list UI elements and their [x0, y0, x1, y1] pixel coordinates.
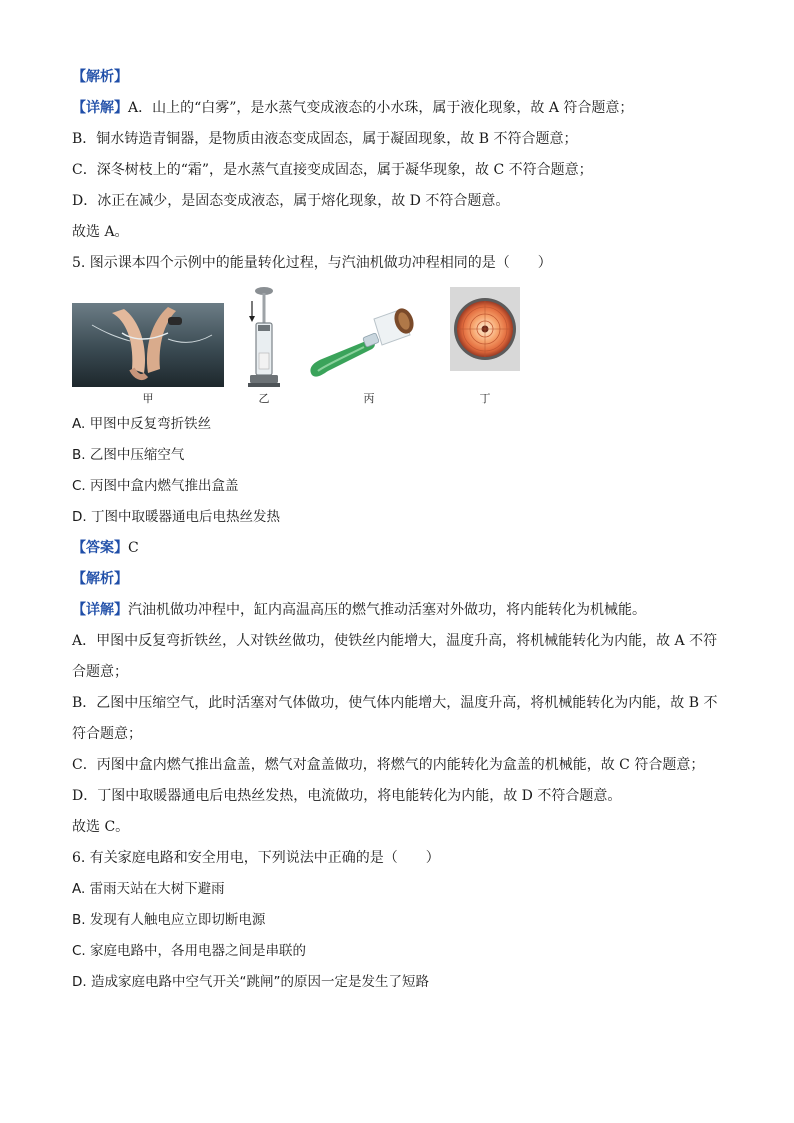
q5-analysis-header: 【解析】: [72, 571, 128, 587]
q6-option-b: B. 发现有人触电应立即切断电源: [72, 912, 266, 928]
q5-detail-line-a1: A．甲图中反复弯折铁丝，人对铁丝做功，使铁丝内能增大，温度升高，将机械能转化为内能，故 A 不符: [72, 633, 718, 649]
q5-detail-line-d: D．丁图中取暖器通电后电热丝发热，电流做功，将电能转化为内能，故 D 不符合题意。: [72, 788, 622, 804]
q6-option-c: C. 家庭电路中，各用电器之间是串联的: [72, 943, 307, 959]
q5-conclusion: 故选 C。: [72, 819, 130, 835]
q4-detail-line-c: C．深冬树枝上的“霜”，是水蒸气直接变成固态，属于凝华现象，故 C 不符合题意；: [72, 162, 593, 178]
q4-detail-line-a: 【详解】A．山上的“白雾”，是水蒸气变成液态的小水珠，属于液化现象，故 A 符合题意；: [72, 100, 634, 116]
q5-detail-tag: 【详解】: [72, 602, 128, 618]
q6-stem: 6. 有关家庭电路和安全用电，下列说法中正确的是（ ）: [72, 850, 440, 866]
document-page: [72, 62, 722, 998]
figure-label-ding: 丁: [479, 392, 491, 405]
q5-option-c: C. 丙图中盒内燃气推出盒盖: [72, 478, 239, 494]
q5-detail-intro: 【详解】汽油机做功冲程中，缸内高温高压的燃气推动活塞对外做功，将内能转化为机械能。: [72, 602, 646, 618]
q5-answer-value: C: [128, 540, 139, 556]
figure-yi-air-compression: [244, 285, 284, 391]
q4-analysis-header: 【解析】: [72, 69, 128, 85]
q6-option-d: D. 造成家庭电路中空气开关“跳闸”的原因一定是发生了短路: [72, 974, 429, 990]
figure-ding-electric-heater: [450, 287, 520, 371]
q6-option-a: A. 雷雨天站在大树下避雨: [72, 881, 225, 897]
q4-detail-tag: 【详解】: [72, 100, 128, 116]
figure-label-yi: 乙: [258, 392, 270, 405]
q5-detail-line-b1: B．乙图中压缩空气，此时活塞对气体做功，使气体内能增大，温度升高，将机械能转化为内能，故 B 不: [72, 695, 718, 711]
q5-detail-line-c: C．丙图中盒内燃气推出盒盖，燃气对盒盖做功，将燃气的内能转化为盒盖的机械能，故 C 符合题意；: [72, 757, 705, 773]
q4-detail-line-d: D．冰正在减少，是固态变成液态，属于熔化现象，故 D 不符合题意。: [72, 193, 510, 209]
figure-label-bing: 丙: [363, 392, 375, 405]
q5-detail-line-b2: 符合题意；: [72, 726, 142, 742]
q4-conclusion: 故选 A。: [72, 224, 129, 240]
q5-stem: 5. 图示课本四个示例中的能量转化过程，与汽油机做功冲程相同的是（ ）: [72, 255, 552, 271]
q5-figure-row: [72, 285, 722, 405]
q5-detail-line-a2: 合题意；: [72, 664, 128, 680]
figure-bing-gas-lid: [304, 299, 416, 385]
q5-answer-tag: 【答案】: [72, 540, 128, 556]
figure-jia-bending-wire: [72, 303, 224, 387]
q4-detail-line-b: B．铜水铸造青铜器，是物质由液态变成固态，属于凝固现象，故 B 不符合题意；: [72, 131, 578, 147]
q5-option-a: A. 甲图中反复弯折铁丝: [72, 416, 212, 432]
q5-option-b: B. 乙图中压缩空气: [72, 447, 185, 463]
q5-option-d: D. 丁图中取暖器通电后电热丝发热: [72, 509, 280, 525]
q5-answer: [72, 533, 722, 564]
figure-label-jia: 甲: [142, 392, 154, 405]
